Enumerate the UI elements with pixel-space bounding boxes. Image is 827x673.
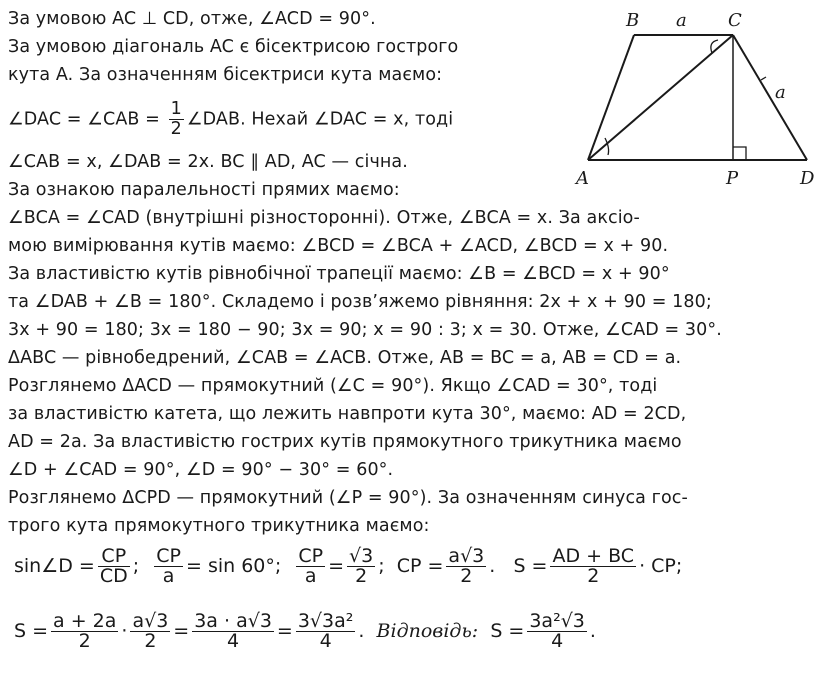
diagonal-ac xyxy=(588,35,733,160)
text-line-14: за властивістю катета, що лежить навпроти кута 30°, маємо: AD = 2CD, xyxy=(8,404,687,424)
angle-arc-a xyxy=(605,138,609,155)
fraction-denominator: 2 xyxy=(355,565,368,587)
sine-lhs: sin∠D = xyxy=(14,555,95,577)
text-line-7: ∠BCA = ∠CAD (внутрішні різносторонні). Отже, ∠BCA = x. За аксіо- xyxy=(8,208,640,228)
fraction-numerator: CP xyxy=(156,545,181,567)
sin-60-rhs: = sin 60°; xyxy=(185,555,282,577)
fraction-denominator: 2 xyxy=(587,565,600,587)
text-line-3: кута A. За означенням бісектриси кута маємо: xyxy=(8,65,443,85)
fraction-denominator: 2 xyxy=(460,565,473,587)
label-a: A xyxy=(576,168,589,189)
equals-sign: = xyxy=(328,555,345,577)
area-lhs: S = xyxy=(14,620,49,642)
fraction-numerator: 3√3a² xyxy=(297,610,354,632)
text-line-15: AD = 2a. За властивістю гострих кутів прямокутного трикутника маємо xyxy=(8,432,682,452)
equals-sign: = xyxy=(173,620,190,642)
text-line-18: трого кута прямокутного трикутника маємо: xyxy=(8,516,430,536)
text-line-11: 3x + 90 = 180; 3x = 180 − 90; 3x = 90; x = 90 : 3; x = 30. Отже, ∠CAD = 30°. xyxy=(8,320,722,340)
fraction-numerator: AD + BC xyxy=(552,545,635,567)
text-line-10: та ∠DAB + ∠B = 180°. Складемо і розв’яжемо рівняння: 2x + x + 90 = 180; xyxy=(8,292,712,312)
label-p: P xyxy=(726,168,739,189)
answer-label: Відповідь: xyxy=(376,620,479,642)
fraction-numerator: 1 xyxy=(170,99,182,119)
period: . xyxy=(489,555,496,577)
fraction-denominator: a xyxy=(304,565,317,587)
label-c: C xyxy=(728,10,742,31)
label-b: B xyxy=(626,10,640,31)
bisector-equality: ∠DAC = ∠CAB = xyxy=(8,109,166,130)
equals-sign: = xyxy=(276,620,293,642)
separator: ; xyxy=(378,555,385,577)
fraction-denominator: 2 xyxy=(78,630,91,652)
fraction-numerator: CP xyxy=(98,547,130,567)
text-line-9: За властивістю кутів рівнобічної трапеції маємо: ∠B = ∠BCD = x + 90° xyxy=(8,264,670,284)
fraction-denominator: 4 xyxy=(319,630,332,652)
text-line-17: Розглянемо ΔCPD — прямокутний (∠P = 90°). За означенням синуса гос- xyxy=(8,488,688,508)
cp-lhs: CP = xyxy=(396,555,444,577)
label-side-a-right: a xyxy=(775,82,786,103)
text-line-2: За умовою діагональ AC є бісектрисою гострого xyxy=(8,37,459,57)
let-angle-x: ∠DAB. Нехай ∠DAC = x, тоді xyxy=(186,109,454,130)
text-line-13: Розглянемо ΔACD — прямокутний (∠C = 90°). Якщо ∠CAD = 30°, тоді xyxy=(8,376,658,396)
text-line-12: ΔABC — рівнобедрений, ∠CAB = ∠ACB. Отже, AB = BC = a, AB = CD = a. xyxy=(8,348,682,368)
answer-lhs: S = xyxy=(490,620,525,642)
label-side-a-top: a xyxy=(676,10,687,31)
text-line-16: ∠D + ∠CAD = 90°, ∠D = 90° − 30° = 60°. xyxy=(8,460,394,480)
fraction-denominator: 4 xyxy=(227,630,240,652)
text-line-5: ∠CAB = x, ∠DAB = 2x. BC ∥ AD, AC — січна. xyxy=(8,152,408,172)
fraction-denominator: 2 xyxy=(144,630,157,652)
fraction-numerator: CP xyxy=(298,545,324,567)
text-line-6: За ознакою паралельності прямих маємо: xyxy=(8,180,400,200)
fraction-numerator: √3 xyxy=(349,545,374,567)
area-lhs: S = xyxy=(513,555,548,577)
period: . xyxy=(358,620,365,642)
fraction-denominator: a xyxy=(162,565,175,587)
fraction-numerator: a + 2a xyxy=(53,610,117,632)
fraction-denominator: CD xyxy=(99,565,128,587)
label-d: D xyxy=(800,168,815,189)
fraction-numerator: a√3 xyxy=(448,545,485,567)
period: . xyxy=(589,620,596,642)
tick-mark-cd xyxy=(761,77,766,80)
dot-operator: · xyxy=(121,620,128,642)
fraction-denominator: 2 xyxy=(170,119,182,139)
right-angle-mark-p xyxy=(733,147,746,160)
fraction-numerator: a√3 xyxy=(132,610,169,632)
fraction-numerator: 3a · a√3 xyxy=(194,610,272,632)
fraction-denominator: 4 xyxy=(551,630,564,652)
text-line-1: За умовою AC ⊥ CD, отже, ∠ACD = 90°. xyxy=(8,9,376,29)
text-line-8: мою вимірювання кутів маємо: ∠BCD = ∠BCA + ∠ACD, ∠BCD = x + 90. xyxy=(8,236,669,256)
fraction-numerator: 3a²√3 xyxy=(529,610,585,632)
times-cp: · CP; xyxy=(639,555,683,577)
side-cd xyxy=(733,35,807,160)
separator: ; xyxy=(132,555,140,577)
